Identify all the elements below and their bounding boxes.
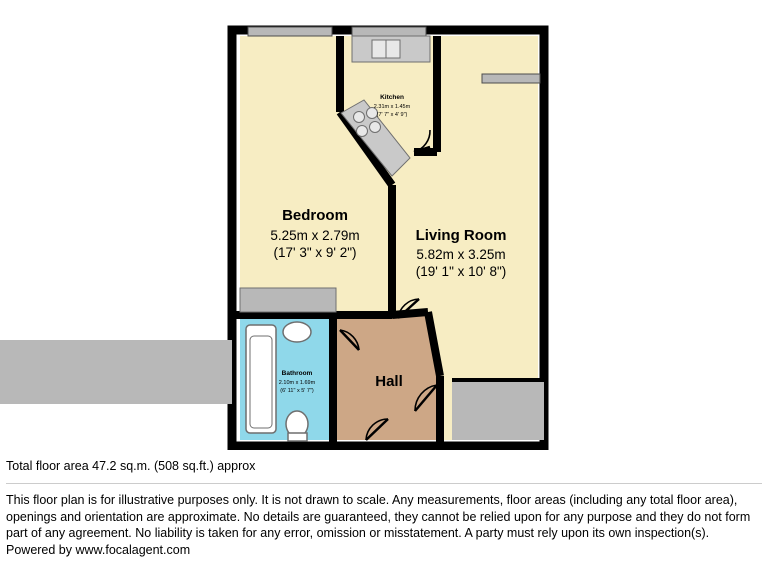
disclaimer-line-3: part of any agreement. No liability is taken for any error, omission or misstatement. A party must rely upon its own inspection(s). (6, 526, 710, 540)
bedroom-metric: 5.25m x 2.79m (270, 228, 360, 243)
living-room-imperial: (19' 1" x 10' 8") (415, 264, 507, 279)
hall-label: Hall (375, 373, 403, 390)
living-room-label: Living Room (415, 227, 507, 244)
bedroom-imperial: (17' 3" x 9' 2") (273, 245, 357, 260)
disclaimer-text (6, 492, 762, 558)
kitchen-imperial: (7' 7" x 4' 9") (376, 112, 408, 118)
wash-basin (283, 322, 311, 342)
disclaimer-line-4: Powered by www.focalagent.com (6, 542, 191, 557)
disclaimer-line-2: openings and orientation are approximate. No details are guaranteed, they cannot be relied upon for any purpose and they do not form (6, 509, 751, 524)
exterior-block-right (452, 382, 544, 440)
bedroom-label: Bedroom (282, 207, 348, 224)
window-kitchen-top (352, 27, 426, 36)
living-room-metric: 5.82m x 3.25m (416, 247, 506, 262)
total-floor-area: Total floor area 47.2 sq.m. (508 sq.ft.) approx (6, 459, 256, 473)
bathtub-inner (250, 336, 272, 428)
footer (0, 450, 768, 558)
bathroom-metric: 2.10m x 1.69m (278, 380, 316, 386)
kitchen-label: Kitchen (380, 94, 404, 101)
cupboard-block (240, 288, 336, 312)
toilet-cistern (288, 433, 307, 441)
disclaimer-line-1: This floor plan is for illustrative purposes only. It is not drawn to scale. Any measurements, floor areas (including any total floor area), (6, 493, 738, 507)
wall-hall-living-upper (392, 312, 428, 315)
bathroom-label: Bathroom (281, 370, 313, 377)
bathroom-imperial: (6' 11" x 5' 7") (280, 388, 314, 394)
window-bedroom-top (248, 27, 332, 36)
hob-burner-1 (354, 112, 365, 123)
hob-burner-4 (370, 122, 381, 133)
divider (6, 483, 762, 484)
window-living-top (482, 74, 540, 83)
kitchen-metric: 2.31m x 1.45m (373, 104, 411, 110)
hob-burner-3 (357, 126, 368, 137)
exterior-block-left (0, 340, 232, 404)
